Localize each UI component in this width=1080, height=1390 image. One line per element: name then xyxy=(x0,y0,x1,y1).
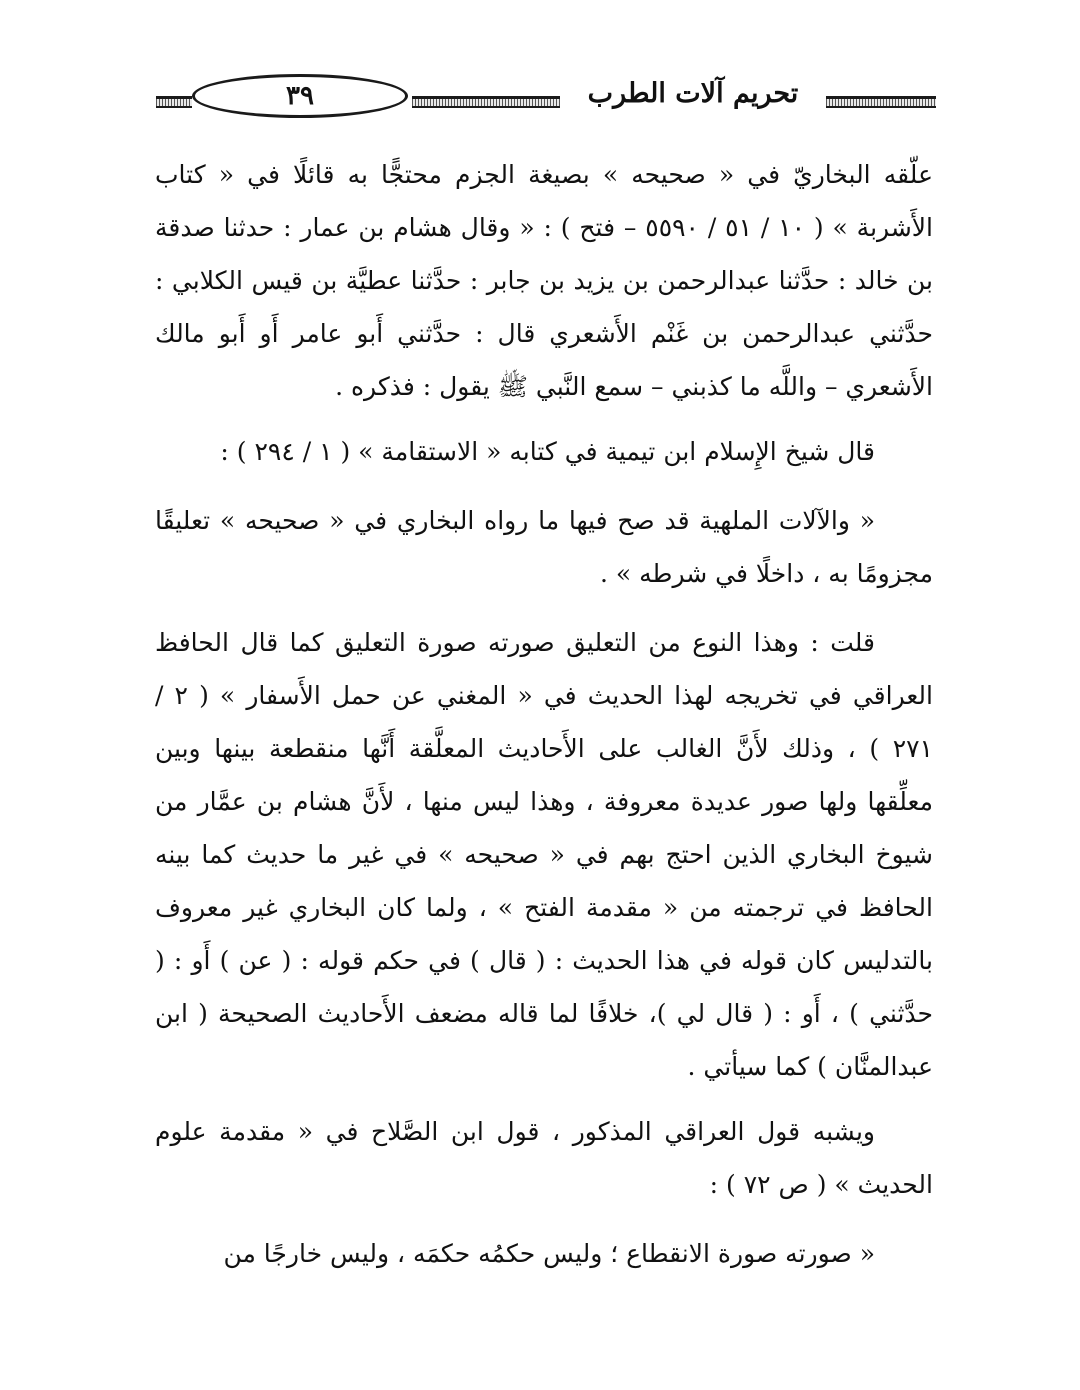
header-rule-right xyxy=(826,96,936,108)
body-text xyxy=(155,148,933,1280)
running-title: تحريم آلات الطرب xyxy=(587,78,799,109)
paragraph-6: « صورته صورة الانقطاع ؛ وليس حكمُه حكمَه ، وليس خارجًا من xyxy=(223,1239,875,1268)
paragraph-4: قلت : وهذا النوع من التعليق صورته صورة التعليق كما قال الحافظ العراقي في تخريجه لهذا الحديث في « المغني عن حمل الأَسفار » ( ٢ / ٢٧١ ) ، وذلك لأَنَّ الغالب على الأَحاديث المعلَّقة أَنَّها منقطعة بينها وبين معلِّقها ولها صور عديدة معروفة ، وهذا ليس منها ، لأَنَّ هشام بن عمَّار من شيوخ البخاري الذين احتج بهم في « صحيحه » في غير ما حديث كما بينه الحافظ في ترجمته من « مقدمة الفتح » ، ولما كان البخاري غير معروف بالتدليس كان قوله في هذا الحديث : ( قال ) في حكم قوله : ( عن ) أَو : ( حدَّثني ) ، أَو : ( قال لي )، خلافًا لما قاله مضعف الأَحاديث الصحيحة ( ابن عبدالمنَّان ) كما سيأتي . xyxy=(155,628,934,1081)
header-rule-left xyxy=(156,96,192,108)
paragraph-1: علّقه البخاريّ في « صحيحه » بصيغة الجزم محتجًّا به قائلًا في « كتاب الأَشربة » ( ١٠ / ٥١ / ٥٥٩٠ – فتح ) : « وقال هشام بن عمار : حدثنا صدقة بن خالد : حدَّثنا عبدالرحمن بن يزيد بن جابر : حدَّثنا عطيَّة بن قيس الكلابي : حدَّثني عبدالرحمن بن غَنْم الأَشعري قال : حدَّثني أَبو عامر أَو أَبو مالك الأَشعري – واللَّه ما كذبني – سمع النَّبي ﷺ يقول : فذكره . xyxy=(155,160,933,401)
header-rule-middle xyxy=(412,96,560,108)
page-header xyxy=(150,66,936,126)
paragraph-2: قال شيخ الإِسلام ابن تيمية في كتابه « الاستقامة » ( ١ / ٢٩٤ ) : xyxy=(220,437,875,466)
page-number: ٣٩ xyxy=(192,74,408,118)
paragraph-3: « والآلات الملهية قد صح فيها ما رواه البخاري في « صحيحه » تعليقًا مجزومًا به ، داخلًا في شرطه » . xyxy=(155,506,933,588)
paragraph-5: ويشبه قول العراقي المذكور ، قول ابن الصَّلاح في « مقدمة علوم الحديث » ( ص ٧٢ ) : xyxy=(155,1117,933,1199)
